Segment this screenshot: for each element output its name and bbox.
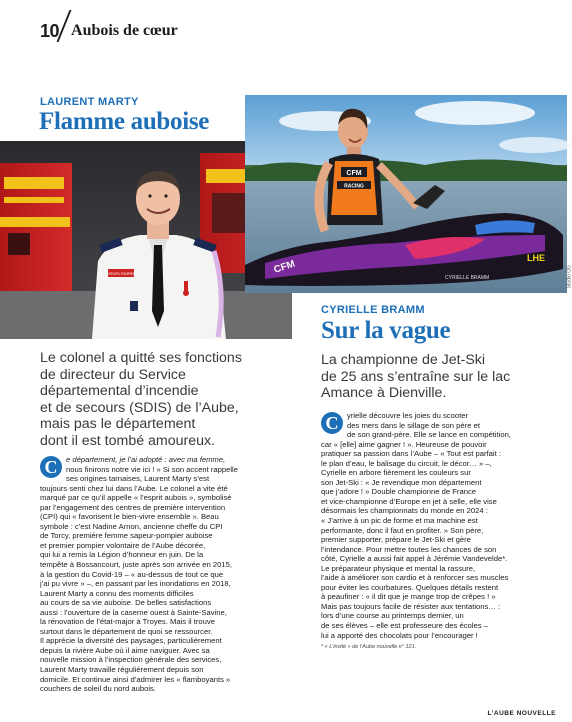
body-line: pratiquer sa passion dans l’Aube – « Tout est parfait : (321, 449, 501, 459)
body-line: depuis la rivière Aube où il aime naviguer. Avec sa (40, 645, 210, 655)
body-line: par l’engagement des centres de première intervention (40, 502, 226, 512)
body-line: la rénovation de l’état-major à Troyes. Mais il trouve (40, 617, 215, 627)
jetski-logo: CFM (272, 258, 297, 276)
body-line: ses origines tarnaises, Laurent Marty s’est (66, 474, 210, 484)
body-line: Mais pas toujours facile de résister aux tentations… : (321, 601, 501, 611)
chapo-line: mais pas le département (40, 416, 196, 433)
body-line: à la gestion du Covid-19 – « au-dessus de tout ce que (40, 569, 224, 579)
body-line: Il apprécie la diversité des paysages, particulièrement (40, 636, 222, 646)
jetski-number: LHE (527, 253, 545, 263)
body-line: car « [elle] aime gagner ! ». Heureuse de pouvoir (321, 439, 487, 449)
body-line: toujours senti chez lui dans l’Aube. Le colonel a vite été (40, 483, 228, 493)
body-line: Laurent Marty travaille régulièrement depuis son (40, 665, 204, 675)
body-line: symbole : c’est Nadine Arnon, ancienne cheffe du CPI (40, 521, 223, 531)
chapo-line: de directeur du Service (40, 366, 186, 383)
body-line: domicile. Et continue ainsi d’admirer les « flamboyants » (40, 674, 231, 684)
body-line: à peaufiner : « il dit que je mange trop de crêpes ! » (321, 592, 496, 602)
body-line: de son grand-père. Elle se lance en compétition, (347, 430, 511, 440)
body-line: marqué par ce qu’il appelle « l’esprit aubois », symbolisé (40, 493, 232, 503)
body-line: son Jet-Ski : « Je revendique mon département (321, 477, 482, 487)
body-line: Cyrielle en arbore fièrement les couleurs sur (321, 468, 471, 478)
right-dropcap: C (321, 412, 343, 434)
body-line: l’intendance. Pour mettre toutes les chances de son (321, 544, 497, 554)
photo-credit: Studio OG (566, 265, 572, 289)
body-line: qui lui a remis la Légion d’honneur en juin. De la (40, 550, 204, 560)
body-line: de Torcy, première femme sapeur-pompier auboise (40, 531, 213, 541)
body-line: Laurent Marty a connu des moments difficiles (40, 588, 194, 598)
publication-footer: L’AUBE NOUVELLE (487, 710, 556, 717)
left-dropcap: C (40, 456, 62, 478)
body-line: « J’arrive à un pic de forme et ma machine est (321, 516, 478, 526)
right-chapo (321, 352, 561, 402)
body-line: lors d’une course au printemps dernier, un (321, 611, 464, 621)
body-line: des mers dans le sillage de son père et (347, 420, 480, 430)
body-line: tempête à Bossancourt, juste après son arrivée en 2015, (40, 560, 232, 570)
page-header (40, 14, 178, 42)
body-line: de ses élèves – elle est professeure des écoles – (321, 621, 488, 631)
body-line: que j’adore ! » Double championne de France (321, 487, 477, 497)
body-line: nouvelle mission à l’inspection générale des services, (40, 655, 222, 665)
body-line: et premier pompier volontaire de l’Aube décorée, (40, 540, 206, 550)
right-title: Sur la vague (321, 317, 451, 344)
jetski-name: CYRIELLE BRAMM (445, 275, 490, 281)
body-line: performante, donc il faut en profiter. » Son père, (321, 525, 484, 535)
body-line: désormais les championnats du monde en 2024 : (321, 506, 488, 516)
badge-label: SAPEURS-POMPIERS (104, 272, 138, 276)
body-line: e département, je l’ai adopté : avec ma femme, (66, 455, 226, 464)
jetski-illustration (245, 95, 567, 293)
chapo-line: de 25 ans s’entraîne sur le lac (321, 368, 511, 385)
body-line: au cours de sa vie auboise. De belles satisfactions (40, 598, 212, 608)
left-chapo (40, 350, 302, 450)
body-line: surtout dans le département de quoi se ressourcer. (40, 626, 213, 636)
body-line: côté, Cyrielle a aussi fait appel à Jérémie Vandevelde*. (321, 554, 508, 564)
page-number: 10 (40, 21, 60, 41)
chapo-line: La championne de Jet-Ski (321, 352, 486, 368)
chapo-line: dont il est tombé amoureux. (40, 432, 216, 449)
chapo-line: Amance à Dienville. (321, 385, 447, 402)
chapo-line: et de secours (SDIS) de l’Aube, (40, 399, 239, 416)
body-line: yrielle découvre les joies du scooter (347, 411, 469, 420)
body-line: couchers de soleil du nord aubois. (40, 684, 156, 694)
right-body (321, 411, 563, 640)
chapo-line: départemental d’incendie (40, 383, 199, 400)
body-line: l’aide à améliorer son cardio et à renforcer ses muscles (321, 573, 509, 583)
body-line: premier supporter, prépare le Jet-Ski et gère (321, 535, 471, 545)
body-line: pour éviter les courbatures. Quelques détails restent (321, 582, 499, 592)
body-line: nous finirons notre vie ici ! » Si son accent rappelle (66, 464, 239, 474)
vest-logo: CFM (346, 170, 362, 177)
body-line: et vice-championne d’Europe en jet à selle, elle vise (321, 496, 497, 506)
rubric-title: Aubois de cœur (71, 22, 178, 39)
chapo-line: Le colonel a quitté ses fonctions (40, 350, 242, 366)
footnote: * « L’invité » de l’Aube nouvelle n° 121. (321, 644, 417, 650)
vest-logo-2: RACING (344, 183, 364, 190)
body-line: le plan d’eau, le balisage du circuit, le décor… » –, (321, 458, 492, 468)
body-line: Le préparateur physique et mental la rassure, (321, 563, 476, 573)
body-line: j’ai pu vivre » –, en passant par les inondations en 2018, (40, 579, 231, 589)
right-kicker: CYRIELLE BRAMM (321, 304, 425, 316)
body-line: lui a apporté des chocolats pour l’encourager ! (321, 630, 478, 640)
left-body (40, 455, 302, 694)
body-line: (CPI) qui « favorisent le bien-vivre ensemble ». Beau (40, 512, 219, 522)
body-line: aussi : l’ouverture de la caserne ouest à Sainte-Savine, (40, 607, 227, 617)
left-title: Flamme auboise (39, 108, 210, 135)
jetski-photo (245, 95, 567, 293)
left-kicker: LAURENT MARTY (40, 96, 139, 108)
